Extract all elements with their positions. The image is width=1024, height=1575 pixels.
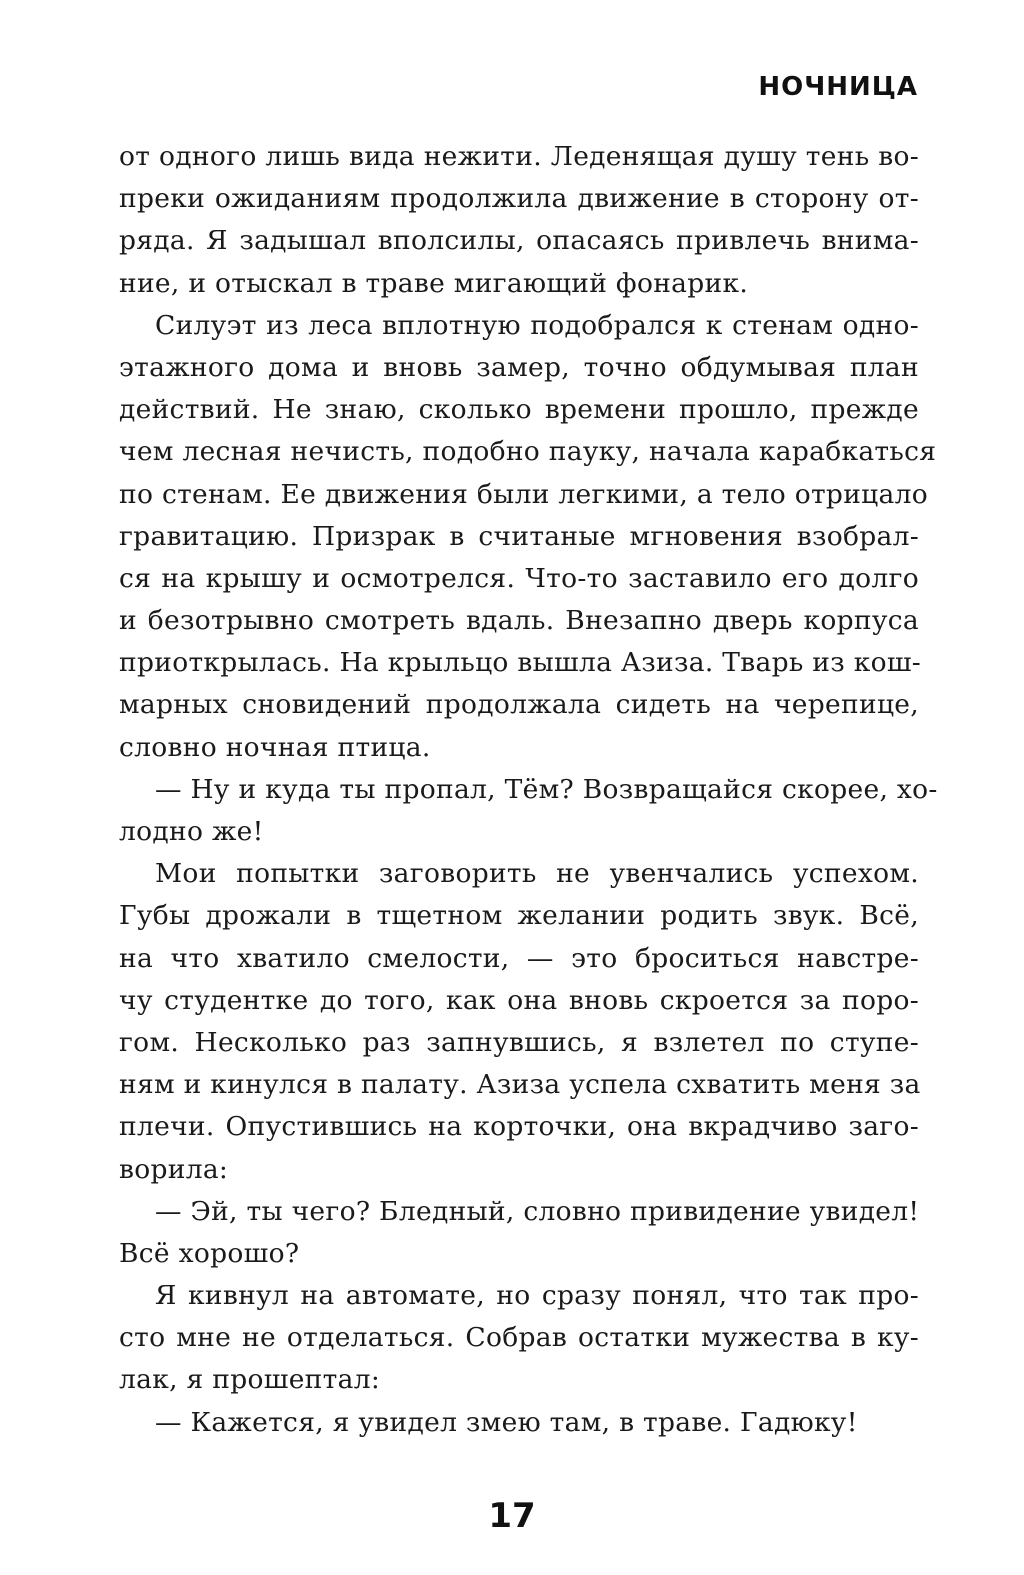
paragraph: [119, 1402, 919, 1444]
page-number: 17: [488, 1496, 536, 1536]
paragraph: [119, 305, 937, 769]
text-line: и безотрывно смотреть вдаль. Внезапно дверь корпуса: [119, 605, 919, 637]
text-line: Губы дрожали в тщетном желании родить звук. Всё,: [119, 900, 919, 932]
text-line: марных сновидений продолжала сидеть на черепице,: [119, 689, 919, 721]
text-line: этажного дома и вновь замер, точно обдумывая план: [119, 351, 919, 383]
body-text: [119, 136, 938, 1444]
paragraph: [119, 769, 938, 853]
running-title: НОЧНИЦА: [758, 72, 918, 102]
text-line: Всё хорошо?: [119, 1237, 300, 1269]
paragraph: [119, 1275, 919, 1402]
text-line: приоткрылась. На крыльцо вышла Азиза. Тварь из кош-: [119, 647, 922, 679]
paragraph: [119, 1191, 919, 1275]
text-line: — Кажется, я увидел змею там, в траве. Гадюку!: [155, 1406, 858, 1438]
text-line: ся на крышу и осмотрелся. Что-то заставило его долго: [119, 562, 919, 594]
text-line: гом. Несколько раз запнувшись, я взлетел по ступе-: [119, 1026, 919, 1058]
text-line: плечи. Опустившись на корточки, она вкрадчиво заго-: [119, 1111, 919, 1143]
text-line: — Ну и куда ты пропал, Тём? Возвращайся скорее, хо-: [155, 773, 938, 805]
paragraph: [119, 853, 919, 1191]
paragraph: [119, 136, 919, 305]
text-line: чу студентке до того, как она вновь скроется за поро-: [119, 984, 919, 1016]
text-line: на что хватило смелости, — это броситься навстре-: [119, 942, 919, 974]
text-line: лак, я прошептал:: [119, 1364, 381, 1396]
text-line: ворила:: [119, 1153, 229, 1185]
text-line: Силуэт из леса вплотную подобрался к стенам одно-: [155, 309, 919, 341]
text-line: — Эй, ты чего? Бледный, словно привидение увидел!: [155, 1195, 920, 1227]
text-line: гравитацию. Призрак в считаные мгновения взобрал-: [119, 520, 919, 552]
text-line: ням и кинулся в палату. Азиза успела схватить меня за: [119, 1069, 921, 1101]
text-line: действий. Не знаю, сколько времени прошло, прежде: [119, 394, 919, 426]
text-line: сто мне не отделаться. Собрав остатки мужества в ку-: [119, 1322, 919, 1354]
text-line: лодно же!: [119, 816, 264, 847]
text-line: Мои попытки заговорить не увенчались успехом.: [155, 858, 919, 890]
text-line: преки ожиданиям продолжила движение в сторону от-: [119, 183, 919, 215]
text-line: ние, и отыскал в траве мигающий фонарик.: [119, 267, 749, 299]
text-line: от одного лишь вида нежити. Леденящая душу тень во-: [119, 141, 919, 172]
text-line: словно ночная птица.: [119, 731, 431, 763]
text-line: Я кивнул на автомате, но сразу понял, что так про-: [155, 1280, 919, 1312]
text-line: чем лесная нечисть, подобно пауку, начала карабкаться: [119, 436, 937, 468]
text-line: по стенам. Ее движения были легкими, а тело отрицало: [119, 478, 928, 510]
text-line: ряда. Я задышал вполсилы, опасаясь привлечь внима-: [119, 225, 919, 257]
